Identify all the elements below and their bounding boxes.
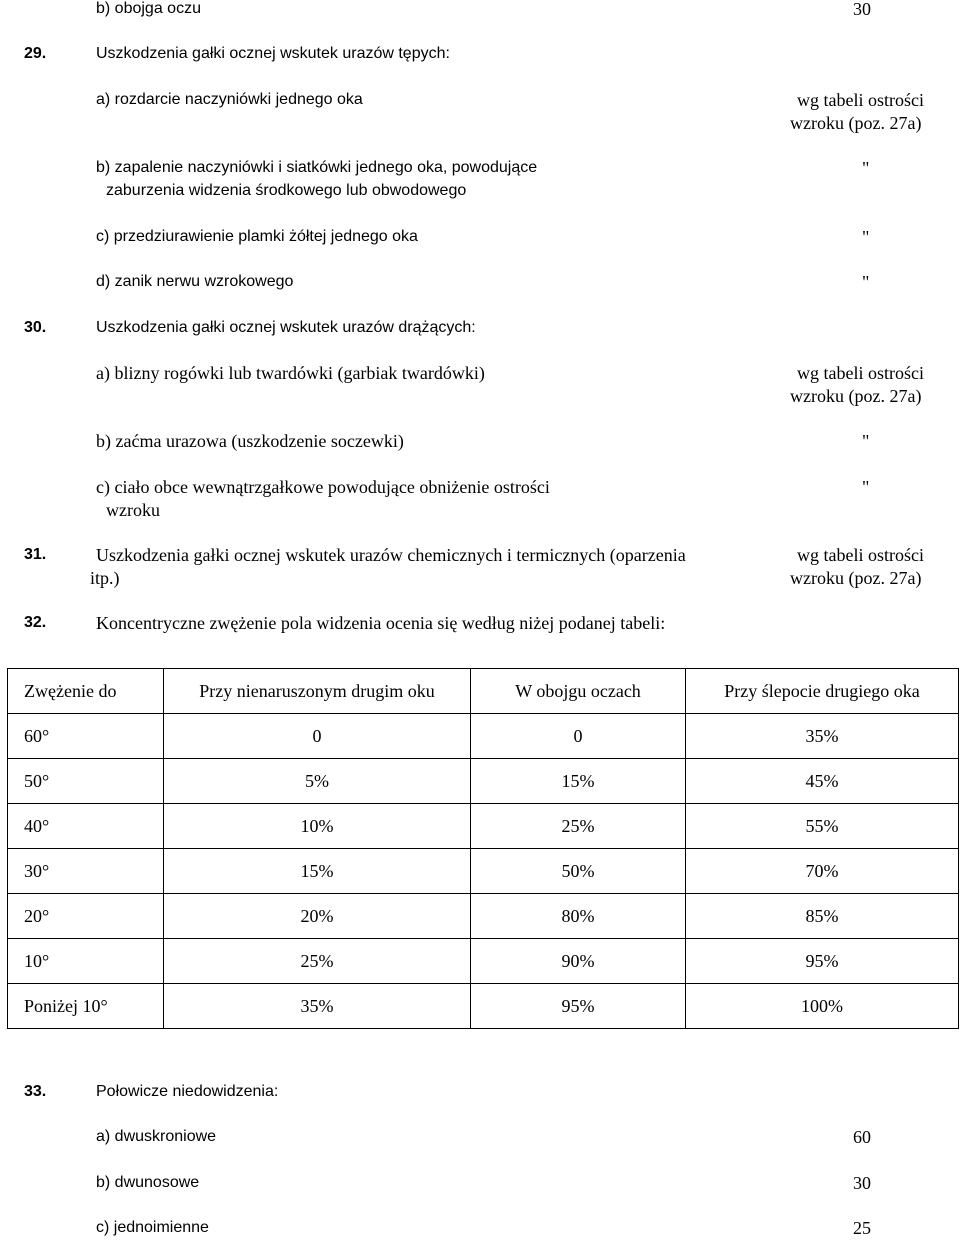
table-cell: 95% xyxy=(471,984,686,1029)
table-cell: 5% xyxy=(164,759,471,804)
item-value: " xyxy=(862,477,870,497)
item-value: 60 xyxy=(853,1127,871,1147)
section-number: 29. xyxy=(24,45,47,62)
table-cell: 30° xyxy=(8,849,164,894)
item-value: " xyxy=(862,431,870,451)
table-cell: 40° xyxy=(8,804,164,849)
table-cell: 15% xyxy=(471,759,686,804)
table-cell: 15% xyxy=(164,849,471,894)
table-row xyxy=(8,849,959,894)
table-cell: 25% xyxy=(164,939,471,984)
table-cell: 85% xyxy=(686,894,959,939)
item-text: a) dwuskroniowe xyxy=(96,1128,217,1145)
table-row xyxy=(8,894,959,939)
section-title: itp.) xyxy=(90,568,120,588)
item-text: c) ciało obce wewnątrzgałkowe powodujące obniżenie ostrości xyxy=(96,477,550,497)
section-title: Koncentryczne zwężenie pola widzenia ocenia się według niżej podanej tabeli: xyxy=(96,613,666,633)
table-row xyxy=(8,804,959,849)
table-header-row xyxy=(8,669,959,714)
section-title: Uszkodzenia gałki ocznej wskutek urazów drążących: xyxy=(96,319,476,336)
table-cell: 45% xyxy=(686,759,959,804)
item-text: d) zanik nerwu wzrokowego xyxy=(96,273,294,290)
table-cell: 10% xyxy=(164,804,471,849)
table-cell: 70% xyxy=(686,849,959,894)
item-value: " xyxy=(862,158,870,178)
item-text: a) rozdarcie naczyniówki jednego oka xyxy=(96,91,363,108)
table-row xyxy=(8,939,959,984)
item-text: b) dwunosowe xyxy=(96,1174,200,1191)
section-title: Uszkodzenia gałki ocznej wskutek urazów tępych: xyxy=(96,45,450,62)
table-cell: 50° xyxy=(8,759,164,804)
table-cell: 60° xyxy=(8,714,164,759)
item-value: " xyxy=(862,272,870,292)
section-number: 30. xyxy=(24,319,47,336)
table-row xyxy=(8,714,959,759)
item-value: wzroku (poz. 27a) xyxy=(790,568,922,588)
table-cell: 80% xyxy=(471,894,686,939)
item-text: c) przedziurawienie plamki żółtej jednego oka xyxy=(96,228,418,245)
section-number: 33. xyxy=(24,1083,47,1100)
item-text: b) zaćma urazowa (uszkodzenie soczewki) xyxy=(96,431,404,451)
section-number: 31. xyxy=(24,546,47,563)
item-text: b) zapalenie naczyniówki i siatkówki jednego oka, powodujące xyxy=(96,159,538,176)
item-value: 30 xyxy=(853,1173,871,1193)
table-header-cell: Przy ślepocie drugiego oka xyxy=(686,669,959,714)
item-text: a) blizny rogówki lub twardówki (garbiak twardówki) xyxy=(96,363,485,383)
item-value: wg tabeli ostrości xyxy=(797,90,924,110)
table-cell: 55% xyxy=(686,804,959,849)
table-header-cell: Przy nienaruszonym drugim oku xyxy=(164,669,471,714)
table-cell: 35% xyxy=(164,984,471,1029)
item-value: wg tabeli ostrości xyxy=(797,363,924,383)
table-row xyxy=(8,759,959,804)
table-cell: 35% xyxy=(686,714,959,759)
item-value: wg tabeli ostrości xyxy=(797,545,924,565)
table-cell: 50% xyxy=(471,849,686,894)
table-row xyxy=(8,984,959,1029)
table-cell: 10° xyxy=(8,939,164,984)
table-cell: 25% xyxy=(471,804,686,849)
item-value: wzroku (poz. 27a) xyxy=(790,113,922,133)
visual-field-table xyxy=(7,668,959,1029)
table-cell: 20% xyxy=(164,894,471,939)
item-text: c) jednoimienne xyxy=(96,1219,209,1236)
item-value: 25 xyxy=(853,1218,871,1238)
section-title: Połowicze niedowidzenia: xyxy=(96,1083,279,1100)
table-cell: 95% xyxy=(686,939,959,984)
item-value: 30 xyxy=(853,0,871,19)
table-cell: 90% xyxy=(471,939,686,984)
item-text: b) obojga oczu xyxy=(96,0,201,17)
item-text: wzroku xyxy=(106,500,160,520)
table-cell: 100% xyxy=(686,984,959,1029)
section-title: Uszkodzenia gałki ocznej wskutek urazów chemicznych i termicznych (oparzenia xyxy=(96,545,686,565)
item-text: zaburzenia widzenia środkowego lub obwodowego xyxy=(106,182,467,199)
table-header-cell: W obojgu oczach xyxy=(471,669,686,714)
item-value: " xyxy=(862,227,870,247)
table-cell: 0 xyxy=(164,714,471,759)
table-cell: Poniżej 10° xyxy=(8,984,164,1029)
section-number: 32. xyxy=(24,614,47,631)
table-header-cell: Zwężenie do xyxy=(8,669,164,714)
item-value: wzroku (poz. 27a) xyxy=(790,386,922,406)
table-cell: 20° xyxy=(8,894,164,939)
table-cell: 0 xyxy=(471,714,686,759)
